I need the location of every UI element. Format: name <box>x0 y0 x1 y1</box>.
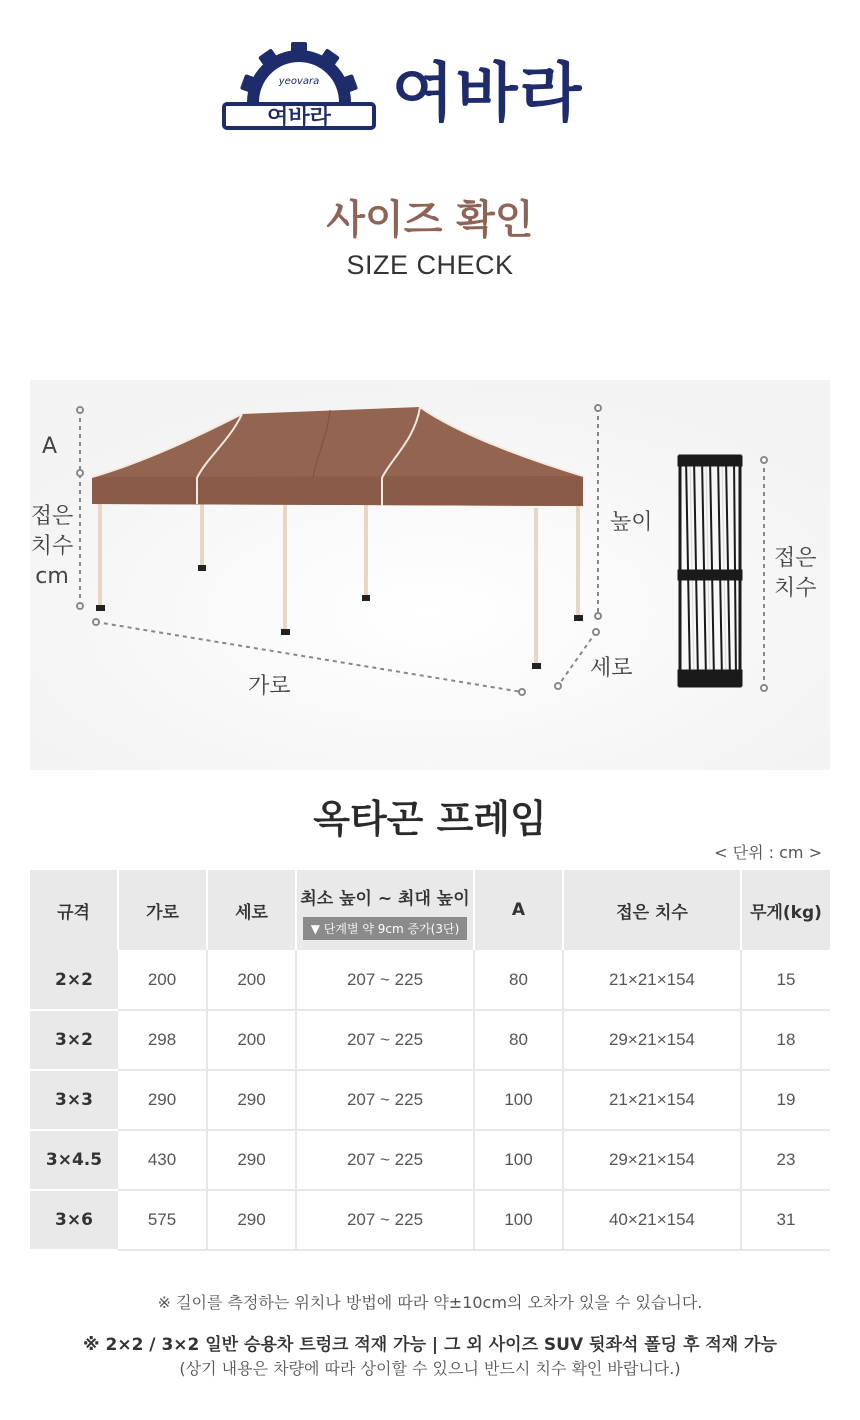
cell-height: 207 ~ 225 <box>296 1130 474 1190</box>
disclaimer-note: (상기 내용은 차량에 따라 상이할 수 있으니 반드시 치수 확인 바랍니다.) <box>179 1359 681 1378</box>
cell-height: 207 ~ 225 <box>296 1190 474 1250</box>
header-folded: 접은 치수 <box>563 870 741 950</box>
table-row <box>30 1130 830 1190</box>
label-a: A <box>42 434 58 459</box>
cell-weight: 18 <box>741 1010 830 1070</box>
cell-weight: 19 <box>741 1070 830 1130</box>
cell-a: 80 <box>474 950 563 1010</box>
svg-text:yeovara: yeovara <box>278 76 320 87</box>
cell-spec: 3×6 <box>30 1190 118 1250</box>
label-height: 높이 <box>610 510 653 535</box>
cell-depth: 290 <box>207 1130 296 1190</box>
header-depth: 세로 <box>207 870 296 950</box>
gear-badge-icon <box>214 40 384 140</box>
label-folded-left: 접은 치수 cm <box>30 504 74 589</box>
label-width: 가로 <box>248 674 291 699</box>
cell-folded: 21×21×154 <box>563 1070 741 1130</box>
tolerance-note: ※ 길이를 측정하는 위치나 방법에 따라 약±10cm의 오차가 있을 수 있습니다. <box>157 1293 703 1312</box>
table-row <box>30 1190 830 1250</box>
cell-a: 100 <box>474 1190 563 1250</box>
cell-spec: 3×4.5 <box>30 1130 118 1190</box>
page-title: 사이즈 확인 <box>326 197 534 243</box>
header-spec: 규격 <box>30 870 118 950</box>
header-height-label: 최소 높이 ~ 최대 높이 <box>300 889 470 909</box>
transport-note: ※ 2×2 / 3×2 일반 승용차 트렁크 적재 가능 | 그 외 사이즈 SUV 뒷좌석 폴딩 후 적재 가능 <box>83 1335 777 1355</box>
cell-folded: 29×21×154 <box>563 1130 741 1190</box>
brand-name: 여바라 <box>392 57 584 131</box>
cell-folded: 29×21×154 <box>563 1010 741 1070</box>
cell-width: 430 <box>118 1130 207 1190</box>
table-row <box>30 950 830 1010</box>
cell-a: 100 <box>474 1130 563 1190</box>
cell-width: 290 <box>118 1070 207 1130</box>
cell-height: 207 ~ 225 <box>296 1070 474 1130</box>
cell-spec: 3×3 <box>30 1070 118 1130</box>
header-height-note: ▼ 단계별 약 9cm 증가(3단) <box>303 917 468 940</box>
cell-weight: 23 <box>741 1130 830 1190</box>
table-row <box>30 1070 830 1130</box>
header-a: A <box>474 870 563 950</box>
brand-logo <box>214 40 634 140</box>
header-height <box>296 870 474 950</box>
cell-depth: 290 <box>207 1070 296 1130</box>
header-width: 가로 <box>118 870 207 950</box>
cell-folded: 40×21×154 <box>563 1190 741 1250</box>
tent-size-diagram <box>30 380 830 770</box>
cell-spec: 3×2 <box>30 1010 118 1070</box>
cell-depth: 290 <box>207 1190 296 1250</box>
size-table <box>30 870 830 1251</box>
frame-title: 옥타곤 프레임 <box>313 797 547 841</box>
cell-height: 207 ~ 225 <box>296 950 474 1010</box>
header-weight: 무게(kg) <box>741 870 830 950</box>
cell-width: 298 <box>118 1010 207 1070</box>
page-subtitle: SIZE CHECK <box>346 250 514 280</box>
cell-a: 100 <box>474 1070 563 1130</box>
cell-spec: 2×2 <box>30 950 118 1010</box>
cell-height: 207 ~ 225 <box>296 1010 474 1070</box>
cell-folded: 21×21×154 <box>563 950 741 1010</box>
cell-width: 575 <box>118 1190 207 1250</box>
label-folded-right: 접은 치수 <box>774 546 817 601</box>
table-row <box>30 1010 830 1070</box>
cell-width: 200 <box>118 950 207 1010</box>
unit-label: < 단위 : cm > <box>714 843 822 862</box>
table-header-row <box>30 870 830 950</box>
svg-text:여바라: 여바라 <box>267 105 331 130</box>
cell-a: 80 <box>474 1010 563 1070</box>
cell-weight: 31 <box>741 1190 830 1250</box>
cell-weight: 15 <box>741 950 830 1010</box>
label-depth: 세로 <box>590 656 633 681</box>
cell-depth: 200 <box>207 1010 296 1070</box>
cell-depth: 200 <box>207 950 296 1010</box>
